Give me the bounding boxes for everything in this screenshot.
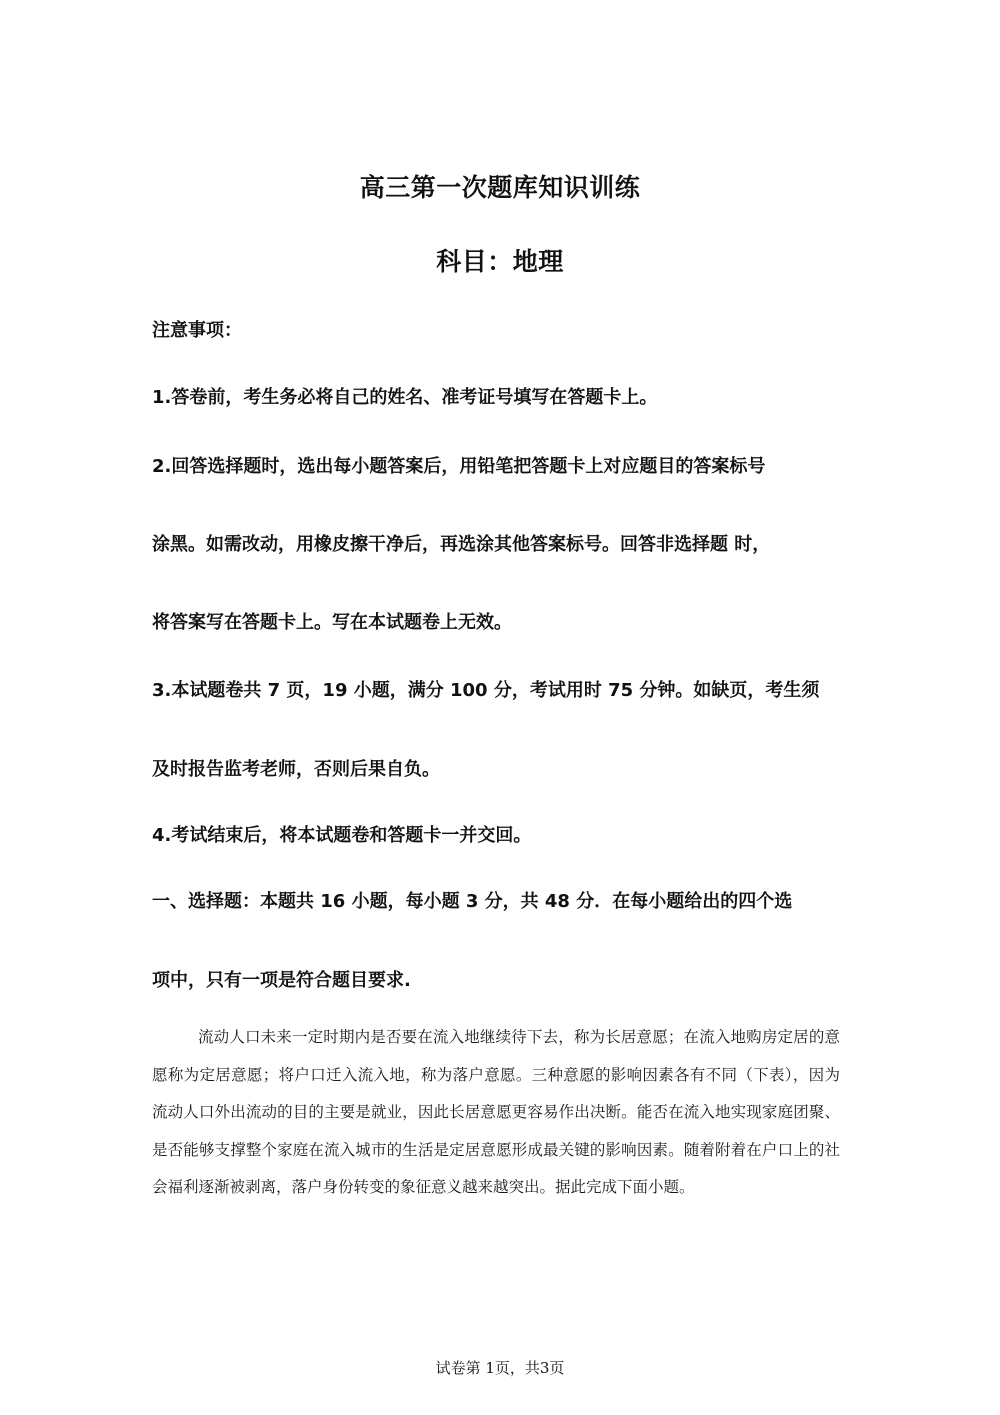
subject-title: 科目：地理 — [436, 247, 564, 276]
reading-passage: 流动人口未来一定时期内是否要在流入地继续待下去，称为长居意愿；在流入地购房定居的意愿称为定居意愿；将户口迁入流入地，称为落户意愿。三种意愿的影响因素各有不同（下表），因为流动人口外出流动的目的主要是就业，因此长居意愿更容易作出决断。能否在流入地实现家庭团聚、是否能够支撑整个家庭在流入城市的生活是定居意愿形成最关键的影响因素。随着附着在户口上的社会福利逐渐被剥离，落户身份转变的象征意义越来越突出。据此完成下面小题。 — [152, 1028, 840, 1196]
notice-line: 及时报告监考老师，否则后果自负。 — [152, 759, 440, 780]
notice-line: 3.本试题卷共 7 页，19 小题，满分 100 分，考试用时 75 分钟。如缺页，考生须 — [152, 680, 820, 701]
notice-line: 2.回答选择题时，选出每小题答案后，用铅笔把答题卡上对应题目的答案标号 — [152, 456, 766, 477]
notice-line: 4.考试结束后，将本试题卷和答题卡一并交回。 — [152, 825, 532, 846]
notice-line: 涂黑。如需改动，用橡皮擦干净后，再选涂其他答案标号。回答非选择题 时， — [152, 534, 771, 555]
notice-line: 1.答卷前，考生务必将自己的姓名、准考证号填写在答题卡上。 — [152, 387, 658, 408]
notice-heading: 注意事项： — [152, 320, 242, 341]
page-title: 高三第一次题库知识训练 — [359, 173, 641, 202]
section-heading: 项中，只有一项是符合题目要求. — [152, 970, 411, 991]
page-footer: 试卷第 1页，共3页 — [435, 1359, 565, 1377]
section-heading: 一、选择题：本题共 16 小题，每小题 3 分，共 48 分．在每小题给出的四个选 — [152, 891, 793, 912]
notice-line: 将答案写在答题卡上。写在本试题卷上无效。 — [152, 612, 512, 633]
